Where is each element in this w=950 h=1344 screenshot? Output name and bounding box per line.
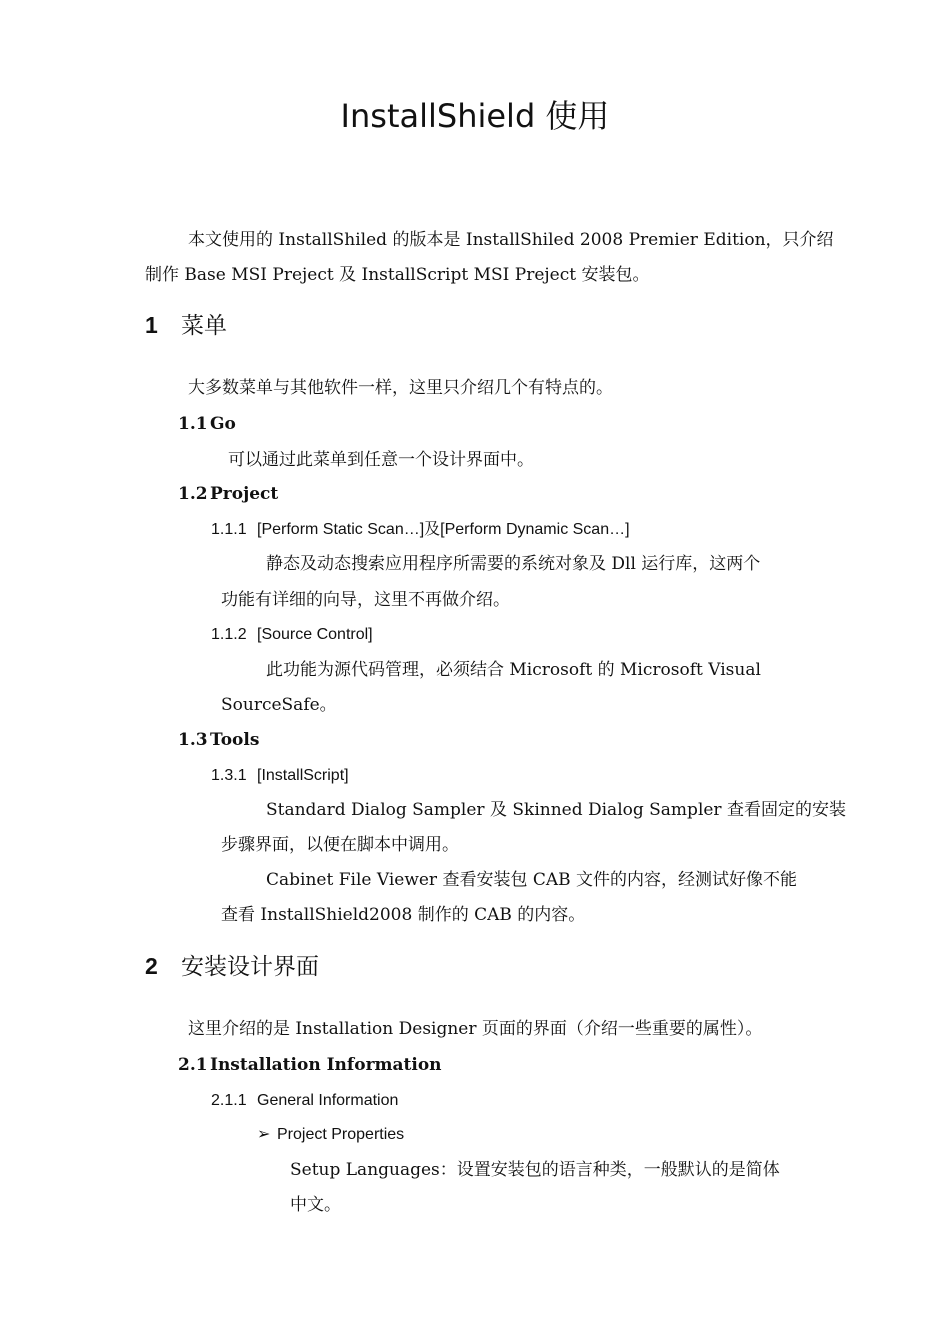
section-1-heading (145, 308, 227, 343)
section-1-intro: 大多数菜单与其他软件一样，这里只介绍几个有特点的。 (188, 378, 613, 398)
section-2-1-number: 2.1 (178, 1055, 208, 1075)
section-1-3-1-p1-line-2: 步骤界面，以便在脚本中调用。 (221, 835, 459, 855)
section-1-1-1-line-1: 静态及动态搜索应用程序所需要的系统对象及 Dll 运行库，这两个 (266, 554, 761, 574)
arrow-bullet-icon: ➢ (257, 1126, 271, 1143)
section-1-1-1-line-2: 功能有详细的向导，这里不再做介绍。 (221, 590, 510, 610)
section-1-1-1-title: [Perform Static Scan…]及[Perform Dynamic Scan…] (257, 521, 630, 538)
section-1-3-1-title: [InstallScript] (257, 767, 349, 784)
section-1-1-1-heading (211, 515, 630, 545)
section-1-3-title: Tools (210, 730, 260, 750)
section-1-number: 1 (145, 312, 158, 338)
section-1-3-1-p2-line-1: Cabinet File Viewer 查看安装包 CAB 文件的内容，经测试好像不能 (266, 870, 798, 890)
section-2-title: 安装设计界面 (181, 954, 319, 980)
section-2-1-1-title: General Information (257, 1092, 399, 1109)
intro-line-2: 制作 Base MSI Preject 及 InstallScript MSI Preject 安装包。 (145, 265, 650, 285)
section-2-1-1-number: 2.1.1 (211, 1092, 247, 1109)
section-1-1-heading (178, 409, 236, 439)
section-1-1-number: 1.1 (178, 414, 208, 434)
section-2-heading (145, 949, 319, 984)
section-1-3-heading (178, 725, 259, 755)
section-1-1-2-number: 1.1.2 (211, 626, 247, 643)
document-title: InstallShield 使用 (340, 97, 610, 135)
section-1-2-number: 1.2 (178, 484, 208, 504)
setup-languages-line-2: 中文。 (290, 1195, 341, 1215)
section-1-2-title: Project (210, 484, 279, 504)
section-2-intro: 这里介绍的是 Installation Designer 页面的界面（介绍一些重要的属性）。 (188, 1019, 763, 1039)
section-1-title: 菜单 (181, 313, 227, 339)
section-2-1-title: Installation Information (210, 1055, 442, 1075)
section-1-1-1-number: 1.1.1 (211, 521, 247, 538)
section-2-1-heading (178, 1050, 442, 1080)
bullet-project-properties (257, 1120, 404, 1150)
section-1-1-2-heading (211, 620, 373, 650)
section-2-1-1-heading (211, 1086, 398, 1116)
section-1-1-text: 可以通过此菜单到任意一个设计界面中。 (228, 450, 534, 470)
section-1-1-2-line-2: SourceSafe。 (221, 695, 337, 715)
intro-line-1: 本文使用的 InstallShiled 的版本是 InstallShiled 2008 Premier Edition，只介绍 (188, 230, 834, 250)
section-1-3-1-p2-line-2: 查看 InstallShield2008 制作的 CAB 的内容。 (221, 905, 586, 925)
section-1-3-1-number: 1.3.1 (211, 767, 247, 784)
section-1-1-2-title: [Source Control] (257, 626, 373, 643)
section-1-3-1-heading (211, 761, 349, 791)
section-1-3-number: 1.3 (178, 730, 208, 750)
section-1-1-2-line-1: 此功能为源代码管理，必须结合 Microsoft 的 Microsoft Visual (266, 660, 761, 680)
section-1-2-heading (178, 479, 278, 509)
section-2-number: 2 (145, 953, 158, 979)
setup-languages-line-1: Setup Languages：设置安装包的语言种类，一般默认的是简体 (290, 1160, 780, 1180)
section-1-1-title: Go (210, 414, 236, 434)
section-1-3-1-p1-line-1: Standard Dialog Sampler 及 Skinned Dialog Sampler 查看固定的安装 (266, 800, 846, 820)
bullet-label: Project Properties (277, 1126, 405, 1143)
